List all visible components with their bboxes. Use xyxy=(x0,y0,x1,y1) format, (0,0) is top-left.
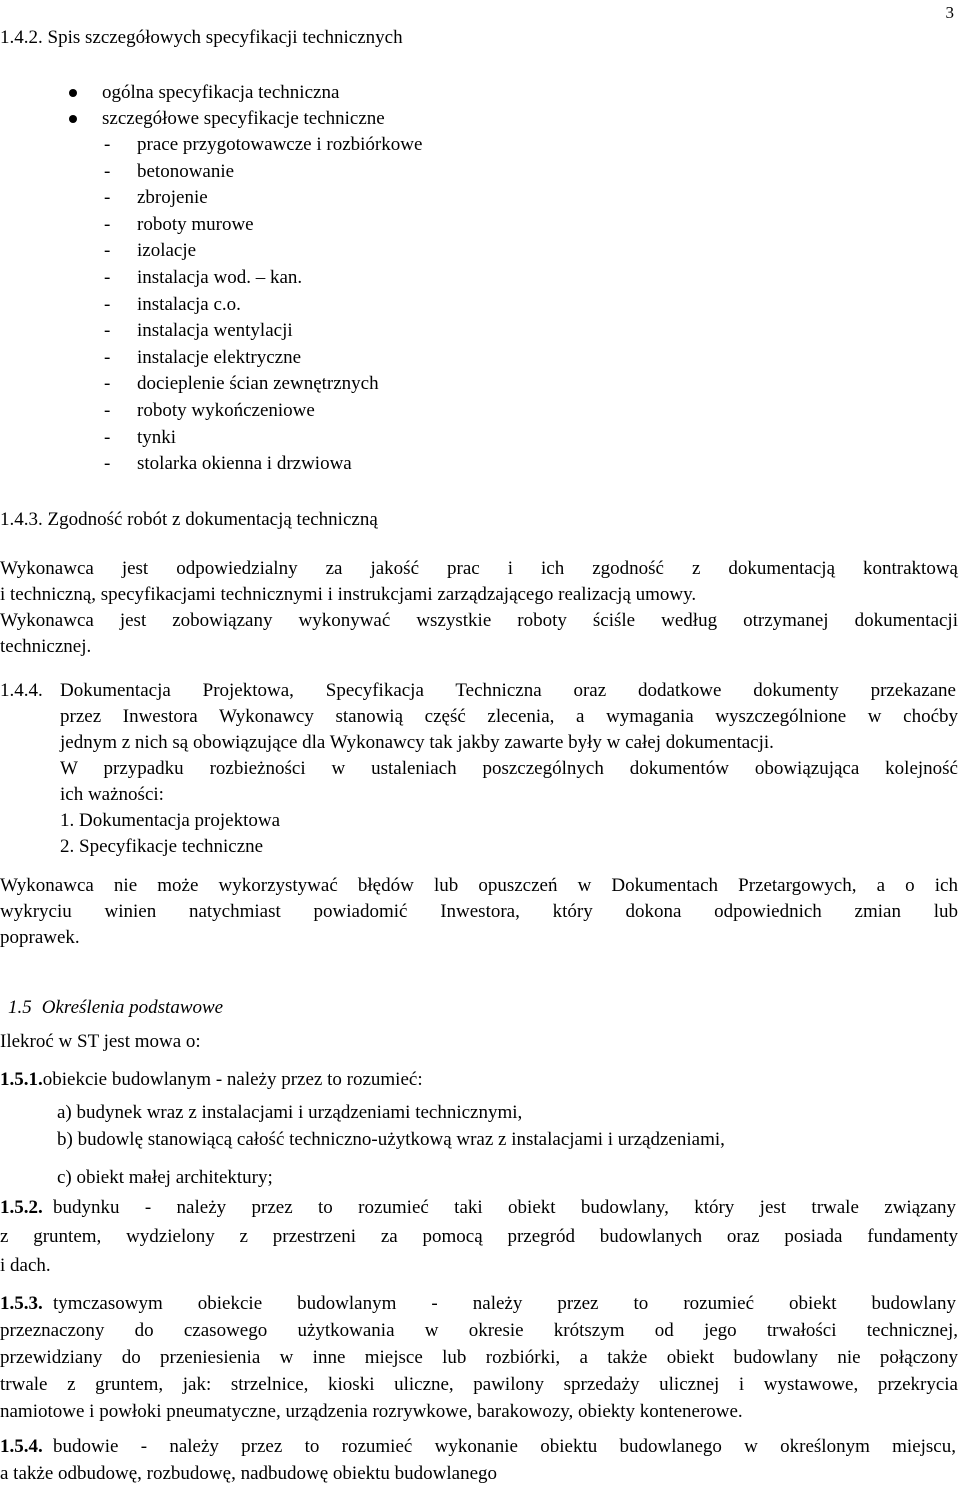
section-1-4-4: 1.4.4. Dokumentacja Projektowa, Specyfikacja Techniczna oraz dodatkowe dokumenty przekazane przez Inwestora Wykonawcy stanowią część zlecenia, a wymagania wyszczególnione w choćby jednym z nich są obowiązujące dla Wykonawcy tak jakby zawarte były w całej dokumentacji. W przypadku rozbieżności w ustaleniach poszczególnych dokumentów obowiązująca kolejność ich ważności: 1. Dokumentacja projektowa 2. Specyfikacje techniczne xyxy=(0,678,958,860)
definition-number: 1.5.1. xyxy=(0,1069,43,1090)
section-heading-1-4-3: 1.4.3. Zgodność robót z dokumentacją techniczną xyxy=(0,509,378,530)
compliance-paragraph: Wykonawca jest odpowiedzialny za jakość prac i ich zgodność z dokumentacją kontraktową i techniczną, specyfikacjami technicznymi i instrukcjami zarządzającego realizacją umowy. Wykonawca jest zobowiązany wykonywać wszystkie roboty ściśle według otrzymanej dokumentacji technicznej. xyxy=(0,558,958,657)
bullet-icon xyxy=(69,115,77,123)
list-item: - instalacja wod. – kan. xyxy=(104,266,303,288)
list-item: - roboty wykończeniowe xyxy=(104,399,315,421)
list-item: - tynki xyxy=(104,426,177,448)
list-item: - docieplenie ścian zewnętrznych xyxy=(104,373,379,395)
section-heading-1-5: 1.5 Określenia podstawowe xyxy=(8,997,224,1018)
definition-item: c) obiekt małej architektury; xyxy=(57,1167,273,1188)
section-heading-1-4-2: 1.4.2. Spis szczegółowych specyfikacji technicznych xyxy=(0,27,403,48)
errors-paragraph: Wykonawca nie może wykorzystywać błędów lub opuszczeń w Dokumentach Przetargowych, a o ich wykryciu winien natychmiast powiadomić Inwestora, który dokona odpowiednich zmian lub poprawek. xyxy=(0,875,958,948)
detailed-spec-list xyxy=(104,132,422,478)
list-item: - instalacja wentylacji xyxy=(104,320,293,342)
list-item: - instalacje elektryczne xyxy=(104,346,302,368)
definitions-intro: Ilekroć w ST jest mowa o: xyxy=(0,1031,201,1052)
list-item: - izolacje xyxy=(104,240,197,262)
definition-number: 1.5.4. xyxy=(0,1436,43,1457)
section-number: 1.4.4. xyxy=(0,680,43,701)
list-item: - betonowanie xyxy=(104,160,235,182)
list-item: - roboty murowe xyxy=(104,213,254,235)
spec-bullet-list xyxy=(70,80,385,132)
definition-1-5-1: 1.5.1.obiekcie budowlanym - należy przez to rozumieć: xyxy=(0,1069,423,1090)
definition-item: a) budynek wraz z instalacjami i urządzeniami technicznymi, xyxy=(57,1102,523,1123)
bullet-item: szczegółowe specyfikacje techniczne xyxy=(70,106,385,132)
page-number: 3 xyxy=(945,3,954,22)
definition-number: 1.5.2. xyxy=(0,1197,43,1218)
list-item: - instalacja c.o. xyxy=(104,293,241,315)
definition-1-5-4: 1.5.4. budowie - należy przez to rozumieć wykonanie obiektu budowlanego w określonym miejscu, a także odbudowę, rozbudowę, nadbudowę obiektu budowlanego xyxy=(0,1436,956,1484)
definition-item: b) budowlę stanowiącą całość techniczno-użytkową wraz z instalacjami i urządzeniami, xyxy=(57,1129,725,1150)
definition-number: 1.5.3. xyxy=(0,1293,43,1314)
list-item: - prace przygotowawcze i rozbiórkowe xyxy=(104,134,423,155)
bullet-item: ogólna specyfikacja techniczna xyxy=(70,80,385,106)
priority-item: 2. Specyfikacje techniczne xyxy=(60,836,264,857)
list-item: - zbrojenie xyxy=(104,187,208,209)
priority-item: 1. Dokumentacja projektowa xyxy=(60,810,281,831)
definition-1-5-2: 1.5.2. budynku - należy przez to rozumieć taki obiekt budowlany, który jest trwale związany z gruntem, wydzielony z przestrzeni za pomocą przegród budowlanych oraz posiada fundamenty i dach. xyxy=(0,1197,958,1276)
list-item: - stolarka okienna i drzwiowa xyxy=(104,453,352,475)
definition-1-5-3: 1.5.3. tymczasowym obiekcie budowlanym - należy przez to rozumieć obiekt budowlany przeznaczony do czasowego użytkowania w okresie krótszym od jego trwałości technicznej, przewidziany do przeniesienia w inne miejsce lub rozbiórki, a także obiekt budowlany nie połączony trwale z gruntem, jak: strzelnice, kioski uliczne, pawilony sprzedaży ulicznej i wystawowe, przekrycia namiotowe i powłoki pneumatyczne, urządzenia rozrywkowe, barakowozy, obiekty kontenerowe. xyxy=(0,1293,958,1422)
bullet-icon xyxy=(69,89,77,97)
